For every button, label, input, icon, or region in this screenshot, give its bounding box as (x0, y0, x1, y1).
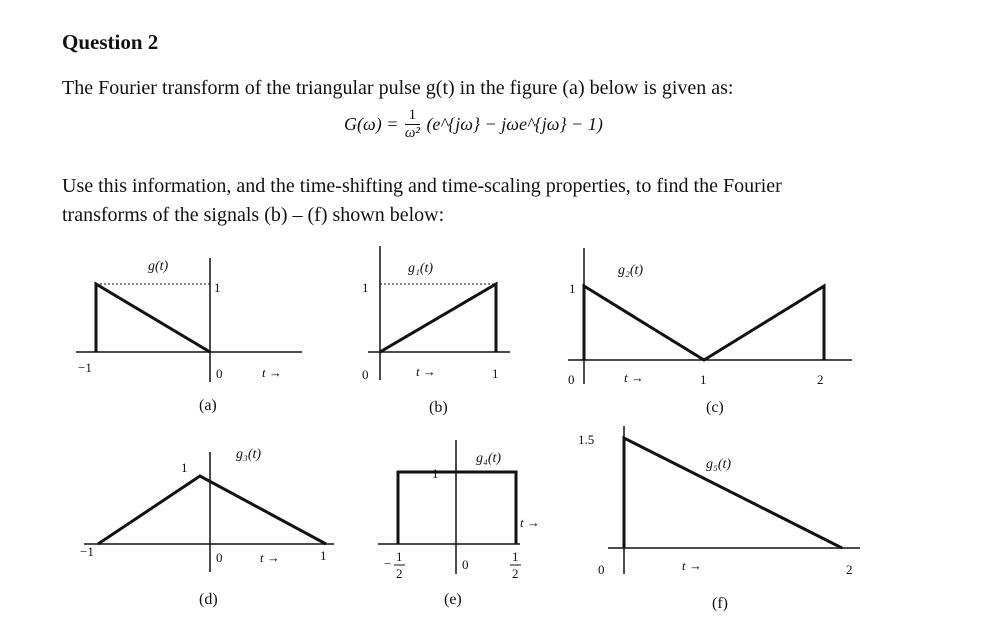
figure-d-t-arrow: t → (260, 550, 280, 565)
figure-d-signal-label: g₃(t) (236, 447, 262, 462)
figure-d-x-tick-0: 0 (216, 550, 223, 565)
figure-c-y-tick: 1 (569, 281, 576, 296)
figure-f-y-tick: 1.5 (578, 432, 595, 447)
figure-c-caption: (c) (706, 399, 724, 416)
figure-d-x-tick-1: 1 (320, 548, 327, 563)
figure-f-signal-label: g₅(t) (706, 457, 732, 472)
figure-b-caption: (b) (429, 399, 448, 416)
figure-c-x-tick-0: 0 (568, 372, 575, 387)
figure-e-x-tick-neg-half-num: 1 (396, 549, 403, 564)
figure-a-caption: (a) (199, 397, 217, 414)
figure-c-t-arrow: t → (624, 370, 644, 385)
figure-a-waveform (96, 284, 210, 352)
figure-e-x-tick-0: 0 (462, 557, 469, 572)
figure-e-t-arrow: t → (520, 515, 540, 530)
question-title: Question 2 (62, 30, 159, 54)
figure-a-signal-label: g(t) (148, 259, 169, 274)
figure-e-waveform (398, 472, 516, 544)
figure-f-x-tick-0: 0 (598, 562, 605, 577)
figure-e-y-tick: 1 (432, 466, 439, 481)
figure-b-y-tick: 1 (362, 280, 369, 295)
figure-f-x-tick-2: 2 (846, 562, 853, 577)
figure-e-x-tick-minus: − (384, 556, 392, 571)
figure-e-signal-label: g₄(t) (476, 451, 502, 466)
figure-b-x-tick-1: 1 (492, 366, 499, 381)
equation-lhs: G(ω) = (344, 114, 399, 134)
intro-text: The Fourier transform of the triangular pulse g(t) in the figure (a) below is given as: (62, 77, 734, 99)
figure-c-waveform (584, 286, 824, 360)
figure-a-t-arrow: t → (262, 365, 282, 380)
figure-a-y-tick: 1 (214, 280, 221, 295)
figure-b-t-arrow: t → (416, 364, 436, 379)
instruction-line-1: Use this information, and the time-shifting and time-scaling properties, to find the Fourier (62, 175, 782, 197)
figure-f (578, 426, 860, 612)
figure-e (378, 440, 540, 608)
figure-a-x-tick-0: 0 (216, 366, 223, 381)
figure-d-waveform (98, 476, 326, 544)
figure-b-x-tick-0: 0 (362, 367, 369, 382)
figure-d (80, 447, 334, 608)
instruction-line-2: transforms of the signals (b) – (f) shown below: (62, 204, 445, 226)
figure-e-x-tick-half-num: 1 (512, 549, 519, 564)
figure-f-waveform (624, 438, 842, 548)
fraction-denominator: ω² (404, 125, 420, 141)
figure-f-t-arrow: t → (682, 558, 702, 573)
figure-d-x-tick-minus1: −1 (80, 544, 94, 559)
figure-c-x-tick-1: 1 (700, 372, 707, 387)
equation-rhs: (e^{jω} − jωe^{jω} − 1) (426, 114, 603, 134)
figure-c-signal-label: g₂(t) (618, 263, 644, 278)
figure-a (76, 258, 302, 414)
figure-e-x-tick-half-den: 2 (512, 566, 519, 581)
figure-b-signal-label: g₁(t) (408, 261, 434, 276)
figure-e-caption: (e) (444, 591, 462, 608)
figure-a-x-tick-minus1: −1 (78, 360, 92, 375)
figure-f-caption: (f) (712, 595, 728, 612)
figure-c-x-tick-2: 2 (817, 372, 824, 387)
figure-b (362, 246, 510, 416)
figure-b-waveform (380, 284, 496, 352)
figure-e-x-tick-neg-half-den: 2 (396, 566, 403, 581)
fraction-numerator: 1 (405, 107, 420, 125)
figure-d-y-tick: 1 (181, 460, 188, 475)
figure-c (568, 248, 852, 416)
figure-d-caption: (d) (199, 591, 218, 608)
